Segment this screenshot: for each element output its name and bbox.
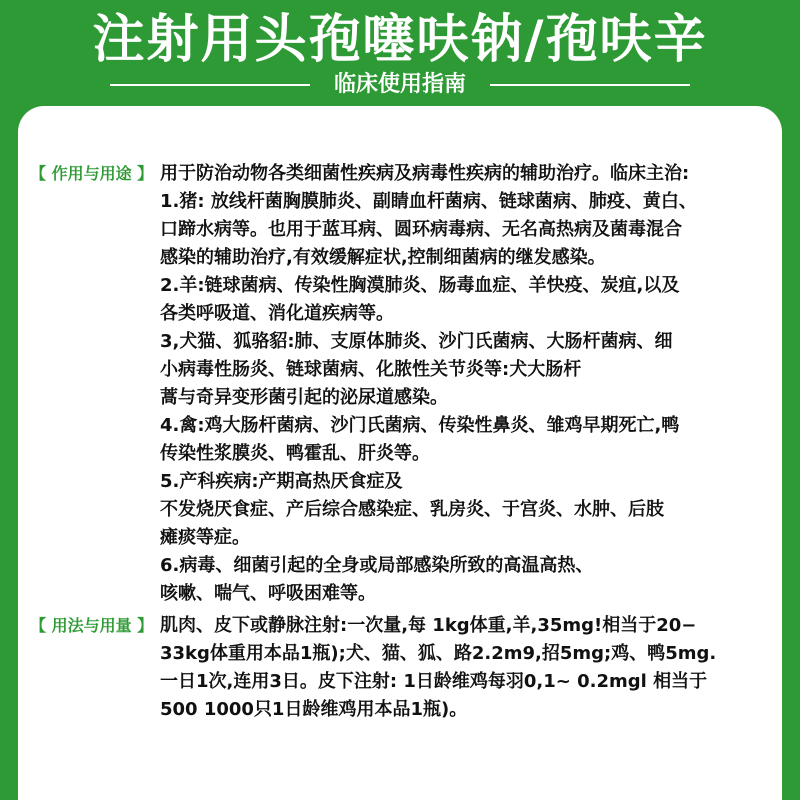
subtitle-row — [0, 70, 800, 100]
usage-tag: 【 作用与用途 】 — [30, 164, 154, 183]
usage-line: 蒿与奇异变形菌引起的泌尿道感染。 — [160, 387, 448, 408]
dosage-content — [160, 612, 775, 724]
usage-line: 4.禽:鸡大肠杆菌病、沙门氏菌病、传染性鼻炎、雏鸡早期死亡,鸭 — [160, 415, 680, 436]
subtitle-left-divider — [110, 84, 310, 86]
dosage-line: 一日1次,连用3日。皮下注射: 1日龄维鸡每羽0,1~ 0.2mgl 相当于 — [160, 671, 708, 692]
dosage-tag: 【 用法与用量 】 — [30, 616, 154, 635]
dosage-line: 肌肉、皮下或静脉注射:一次量,每 1kg体重,羊,35mg!相当于20− — [160, 615, 697, 636]
usage-line: 3,犬猫、狐骆貂:肺、支原体肺炎、沙门氏菌病、大肠杆菌病、细 — [160, 331, 673, 352]
usage-line: 口蹄水病等。也用于蓝耳病、圆环病毒病、无名高热病及菌毒混合 — [160, 219, 682, 240]
usage-line: 小病毒性肠炎、链球菌病、化脓性关节炎等:犬大肠杆 — [160, 359, 582, 380]
usage-line: 2.羊:链球菌病、传染性胸漠肺炎、肠毒血症、羊快疫、炭疽,以及 — [160, 275, 680, 296]
dosage-line: 500 1000只1日龄维鸡用本品1瓶)。 — [160, 699, 468, 720]
usage-line: 用于防治动物各类细菌性疾病及病毒性疾病的辅助治疗。临床主治: — [160, 163, 690, 184]
dosage-line: 33kg体重用本品1瓶);犬、猫、狐、路2.2m9,招5mg;鸡、鸭5mg. — [160, 643, 717, 664]
usage-line: 感染的辅助治疗,有效缓解症状,控制细菌病的继发感染。 — [160, 247, 606, 268]
usage-line: 传染性浆膜炎、鸭霍乱、肝炎等。 — [160, 443, 430, 464]
usage-line: 5.产科疾病:产期高热厌食症及 — [160, 471, 403, 492]
usage-content — [160, 160, 775, 608]
usage-line: 瘫痰等症。 — [160, 527, 250, 548]
subtitle-right-divider — [490, 84, 690, 86]
usage-line: 各类呼吸道、消化道疾病等。 — [160, 303, 394, 324]
page-title: 注射用头孢噻呋钠/孢呋辛 — [92, 10, 708, 70]
usage-line: 不发烧厌食症、产后综合感染症、乳房炎、于宫炎、水肿、后肢 — [160, 499, 664, 520]
usage-line: 6.病毒、细菌引起的全身或局部感染所致的高温高热、 — [160, 555, 594, 576]
usage-line: 1.猪: 放线杆菌胸膜肺炎、副睛血杆菌病、链球菌病、肺疫、黄白、 — [160, 191, 697, 212]
page-subtitle: 临床使用指南 — [333, 72, 466, 97]
usage-line: 咳嗽、喘气、呼吸困难等。 — [160, 583, 376, 604]
